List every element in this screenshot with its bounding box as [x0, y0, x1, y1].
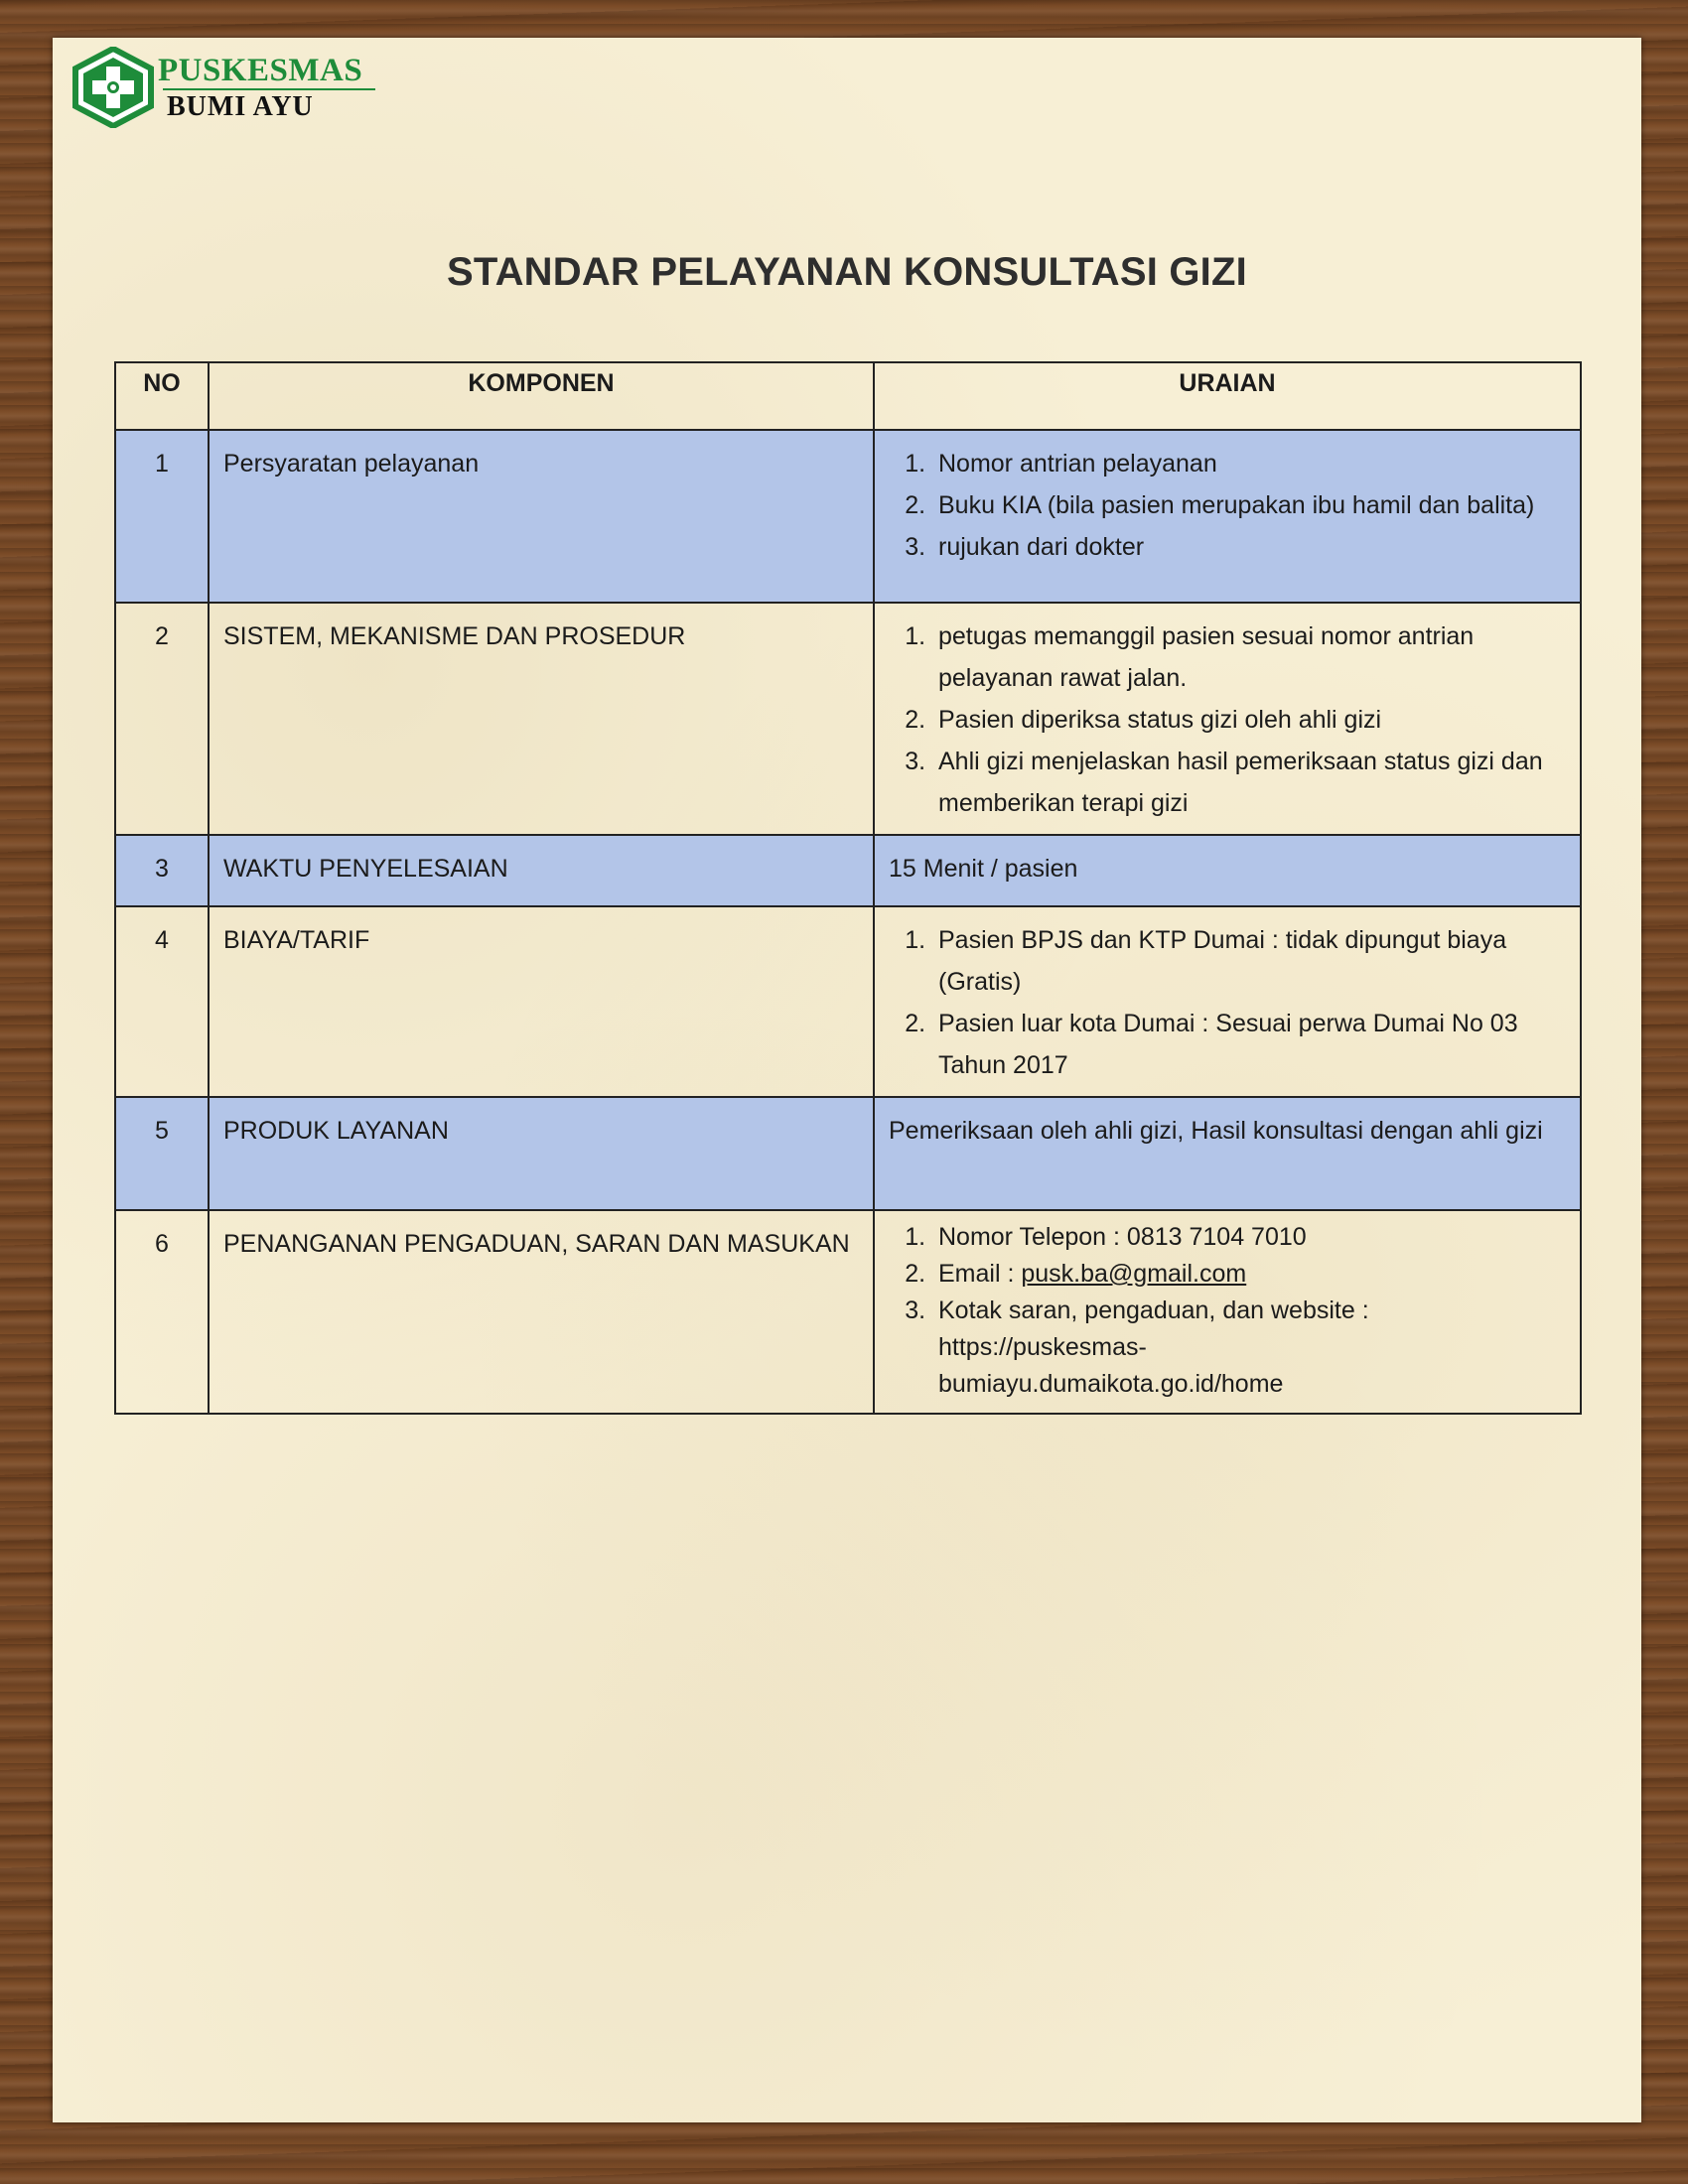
table-row — [115, 1210, 1581, 1414]
row-uraian: 15 Menit / pasien — [874, 835, 1581, 906]
table-row — [115, 603, 1581, 835]
email-label: Email : — [938, 1260, 1022, 1288]
row-komponen: SISTEM, MEKANISME DAN PROSEDUR — [209, 603, 874, 835]
list-item — [932, 1293, 1566, 1403]
list-item: 2. Buku KIA (bila pasien merupakan ibu hamil dan balita) — [932, 484, 1566, 526]
list-item: 2. Pasien luar kota Dumai : Sesuai perwa Dumai No 03 Tahun 2017 — [932, 1003, 1566, 1086]
logo-underline — [163, 88, 375, 90]
row-number: 6 — [115, 1210, 209, 1414]
row-uraian — [874, 603, 1581, 835]
header-uraian: URAIAN — [874, 362, 1581, 430]
list-item — [932, 1256, 1566, 1293]
row-komponen: Persyaratan pelayanan — [209, 430, 874, 603]
list-item: 1. Nomor Telepon : 0813 7104 7010 — [932, 1219, 1566, 1256]
website-label: Kotak saran, pengaduan, dan website : — [938, 1297, 1369, 1324]
row-komponen: WAKTU PENYELESAIAN — [209, 835, 874, 906]
logo-subtitle: BUMI AYU — [167, 91, 314, 122]
list-item: 1. Pasien BPJS dan KTP Dumai : tidak dipungut biaya (Gratis) — [932, 919, 1566, 1003]
header-no: NO — [115, 362, 209, 430]
document-page — [53, 38, 1641, 2122]
puskesmas-logo — [71, 47, 389, 131]
table-header-row — [115, 362, 1581, 430]
row-komponen: PENANGANAN PENGADUAN, SARAN DAN MASUKAN — [209, 1210, 874, 1414]
header-komponen: KOMPONEN — [209, 362, 874, 430]
list-item: 1. petugas memanggil pasien sesuai nomor antrian pelayanan rawat jalan. — [932, 615, 1566, 699]
email-link[interactable]: pusk.ba@gmail.com — [1021, 1260, 1247, 1288]
table-row — [115, 1097, 1581, 1210]
row-number: 3 — [115, 835, 209, 906]
medical-cross-icon — [71, 47, 155, 128]
row-number: 4 — [115, 906, 209, 1097]
row-number: 5 — [115, 1097, 209, 1210]
table-row — [115, 906, 1581, 1097]
row-uraian: Pemeriksaan oleh ahli gizi, Hasil konsultasi dengan ahli gizi — [874, 1097, 1581, 1210]
row-komponen: BIAYA/TARIF — [209, 906, 874, 1097]
table-row — [115, 835, 1581, 906]
service-standard-table — [114, 361, 1582, 1415]
row-komponen: PRODUK LAYANAN — [209, 1097, 874, 1210]
table-row — [115, 430, 1581, 603]
logo-title: PUSKESMAS — [158, 53, 363, 88]
list-item: 3. rujukan dari dokter — [932, 526, 1566, 568]
page-title: STANDAR PELAYANAN KONSULTASI GIZI — [447, 250, 1247, 294]
list-item: 2. Pasien diperiksa status gizi oleh ahli gizi — [932, 699, 1566, 741]
list-item: 3. Ahli gizi menjelaskan hasil pemeriksaan status gizi dan memberikan terapi gizi — [932, 741, 1566, 824]
row-uraian — [874, 906, 1581, 1097]
row-number: 2 — [115, 603, 209, 835]
website-link[interactable]: https://puskesmas- — [938, 1333, 1147, 1361]
row-uraian — [874, 1210, 1581, 1414]
row-number: 1 — [115, 430, 209, 603]
list-item: 1. Nomor antrian pelayanan — [932, 443, 1566, 484]
row-uraian — [874, 430, 1581, 603]
website-link[interactable]: bumiayu.dumaikota.go.id/home — [938, 1370, 1284, 1398]
